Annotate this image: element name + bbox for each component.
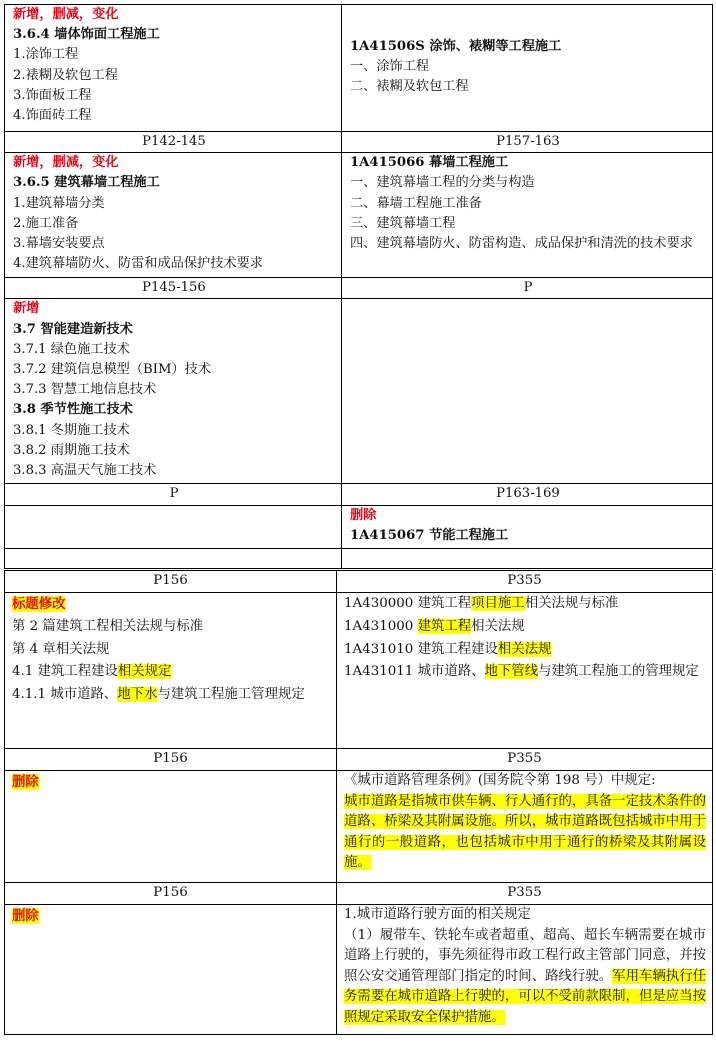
page-ref: P156 [5,571,337,593]
highlight: 城市道路是指城市供车辆、行人通行的，具备一定技术条件的道路、桥梁及其附属设施。所以，城市道路既包括城市中用于通行的一般道路，也包括城市中用于通行的桥梁及其附属设施。 [344,793,706,871]
page-ref: P145-156 [5,278,342,299]
text-line [344,616,706,639]
text-line [344,661,706,684]
page-row [5,883,713,905]
text-line: 《城市道路管理条例》(国务院令第 198 号）中规定: [344,773,656,788]
highlight: 删除 [12,774,39,790]
text-paragraph [344,792,706,874]
spacer-row [5,548,713,568]
text-line [344,593,706,616]
list-item: 二、幕墙工程施工准备 [350,195,482,211]
highlight: 相关规定 [117,664,172,680]
change-tag [12,905,330,928]
list-item: 3.8.2 雨期施工技术 [13,442,130,458]
page-row [5,278,713,299]
page-ref: P156 [5,749,337,771]
list-item: 四、建筑幕墙防火、防雷构造、成品保护和清洗的技术要求 [350,236,693,252]
change-tag: 新增 [13,301,40,317]
text-line: 第 2 篇建筑工程相关法规与标准 [12,618,204,634]
text-segment: 1A431011 城市道路、 [344,664,485,680]
cell-left-empty [5,505,342,548]
cell-right [337,593,713,749]
page-ref: P [5,484,342,505]
page-ref: P142-145 [5,132,342,153]
page-ref: P355 [337,883,713,905]
list-item: 三、建筑幕墙工程 [350,215,456,231]
text-segment: 相关法规 [471,618,525,634]
list-item: 3.7.3 智慧工地信息技术 [13,382,157,398]
highlight: 删除 [12,908,39,924]
section-title: 3.8 季节性施工技术 [13,402,133,418]
list-item: 1.建筑幕墙分类 [13,195,105,211]
list-item: 3.8.1 冬期施工技术 [13,422,130,438]
list-item: 4.建筑幕墙防火、防雷和成品保护技术要求 [13,256,263,272]
text-line: 1.城市道路行驶方面的相关规定 [344,907,531,922]
page-ref: P156 [5,883,337,905]
text-segment: 与建筑工程施工的管理规定 [538,664,699,680]
page-ref: P355 [337,571,713,593]
text-paragraph [344,926,706,1029]
cell-right [337,905,713,1035]
table-row [5,505,713,548]
list-item: 3.7.2 建筑信息模型（BIM）技术 [13,362,212,378]
page-row [5,749,713,771]
page-row [5,571,713,593]
change-tag [12,771,330,794]
page-ref: P163-169 [342,484,713,505]
list-item: 一、涂饰工程 [350,59,430,75]
section-title: 1A41506S 涂饰、裱糊等工程施工 [350,39,562,54]
list-item: 3.幕墙安装要点 [13,236,105,252]
change-tag: 新增，删减，变化 [13,155,119,171]
cell-left [5,771,337,883]
text-segment: 1A431010 建筑工程建设 [344,641,498,657]
table-row [5,153,713,278]
change-tag: 新增，删减，变化 [13,7,119,22]
highlight: 标题修改 [12,596,66,612]
text-segment: 4.1.1 城市道路、 [12,687,118,703]
cell-right [337,771,713,883]
text-segment: 1A430000 建筑工程 [344,596,472,611]
list-item: 1.涂饰工程 [13,47,79,63]
text-line [344,639,706,662]
cell-left [5,5,342,132]
cell-right [342,5,713,132]
cell-left [5,299,342,484]
page-row [5,132,713,153]
table-row [5,771,713,883]
list-item: 3.饰面板工程 [13,87,92,103]
cell-empty [342,548,713,568]
list-item: 3.7.1 绿色施工技术 [13,341,130,357]
table-row [5,5,713,132]
section-title: 1A415067 节能工程施工 [350,527,509,543]
cell-left [5,153,342,278]
page-ref: P157-163 [342,132,713,153]
page-ref: P [342,278,713,299]
change-tag [12,593,330,616]
list-item: 二、裱糊及软包工程 [350,79,469,95]
table-row [5,593,713,749]
page-ref: P355 [337,749,713,771]
text-segment: 4.1 建筑工程建设 [12,664,118,680]
text-segment: 相关法规与标准 [524,596,619,611]
highlight: 项目施工 [471,596,525,611]
list-item: 一、建筑幕墙工程的分类与构造 [350,175,535,191]
comparison-table-lower [4,570,713,1035]
cell-empty [5,548,342,568]
text-segment: 与建筑工程施工管理规定 [157,687,305,703]
cell-right [342,153,713,278]
section-title: 3.7 智能建造新技术 [13,321,133,337]
cell-right-empty [342,299,713,484]
cell-left [5,905,337,1035]
text-line [12,661,330,684]
comparison-table-upper [4,4,713,569]
highlight: 地下管线 [484,664,539,680]
cell-right [342,505,713,548]
change-tag: 删除 [350,507,377,523]
cell-left [5,593,337,749]
section-title: 3.6.5 建筑幕墙工程施工 [13,175,160,191]
section-title: 3.6.4 墙体饰面工程施工 [13,27,160,43]
page-row [5,484,713,505]
list-item: 3.8.3 高温天气施工技术 [13,463,157,479]
section-title: 1A415066 幕墙工程施工 [350,155,509,171]
highlight: 相关法规 [497,641,552,657]
list-item: 4.饰面砖工程 [13,108,92,124]
table-row [5,905,713,1035]
table-row [5,299,713,484]
list-item: 2.施工准备 [13,215,79,231]
text-line [12,684,330,707]
list-item: 2.裱糊及软包工程 [13,67,118,83]
text-segment: 1A431000 [344,618,418,634]
highlight: 军用车辆执行任务需要在城市道路上行驶的，可以不受前款限制，但是应当按照规定采取安全保护措施。 [344,968,707,1025]
highlight: 建筑工程 [417,618,472,634]
highlight: 地下水 [117,687,158,703]
text-segment: （1）履带车、铁轮车或者超重、超高、超长车辆需要在城市道路上行驶的，事先须征得市政工程行政主管部门同意，并按照公安交通管理部门指定的时间、路线行驶。 [344,927,706,984]
text-line: 第 4 章相关法规 [12,641,110,657]
